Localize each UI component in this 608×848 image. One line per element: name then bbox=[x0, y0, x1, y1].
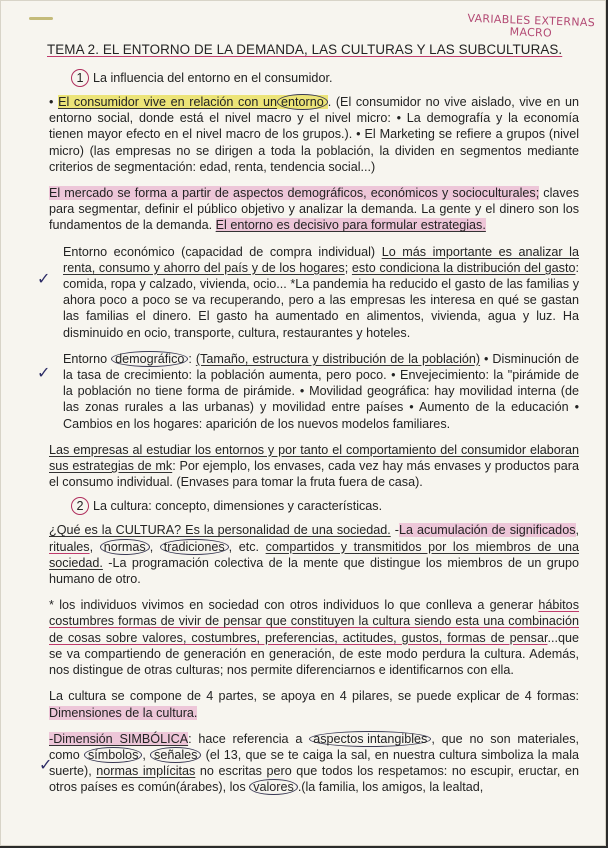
paragraph-symbolic: -Dimensión SIMBÓLICA: hace referencia a aspectos intangibles , que no son materiales, como símbolos , señales (el 13, que se te caiga la sal, en nuestra cultura simboliza la mala suerte), normas implícitas no escritas pero que todos los respetamos: no escupir, eructar, en otros países es común(árabes), los valores .(la familia, los amigos, la lealtad, bbox=[49, 731, 580, 795]
page-title: TEMA 2. EL ENTORNO DE LA DEMANDA, LAS CULTURAS Y LAS SUBCULTURAS. bbox=[47, 42, 563, 57]
checkmark-icon: ✓ bbox=[37, 363, 51, 382]
corner-note-line1: VARIABLES EXTERNAS bbox=[467, 11, 596, 30]
paragraph-consumer: • El consumidor vive en relación con un entorno . (El consumidor no vive aislado, vive en un entorno social, donde está el nivel macro y el nivel micro: • La demografía y la economía tienen mayor efecto en el nivel macro de los grupos.). • El Marketing se refiere a grupos (nivel micro) (las empresas no se dirigen a toda la población, la dividen en segmentos mediante criterios de segmentación: edad, renta, tendencia social...) bbox=[49, 95, 580, 174]
section-number: 1 bbox=[71, 69, 89, 87]
corner-note-line2: MACRO bbox=[509, 25, 553, 40]
section-number: 2 bbox=[71, 497, 89, 515]
paragraph-demographic: Entorno demográfico : (Tamaño, estructura y distribución de la población) • Disminución de la tasa de crecimiento: la población aumenta, pero poco. • Envejecimiento: la "pirámide de la población no tiene forma de pirámide. • Movilidad geográfica: hay movilidad interna (de las zonas rurales a las urbanas) y movilidad entre países • Aumento de la educación • Cambios en los hogares: aparición de los nuevos modelos familiares. bbox=[63, 351, 579, 431]
paragraph-economic: Entorno económico (capacidad de compra individual) Lo más importante es analizar la renta, consumo y ahorro del país y de los hogares; esto condiciona la distribución del gasto: comida, ropa y calzado, vivienda, ocio... *La pandemia ha reducido el gasto de las familias y ahora poco a poco se va recuperando, pero a las empresas les interesa en qué se gastan las familias el dinero. El gasto ha aumentado en alimentos, vivienda, agua y luz. Ha disminuido en ocio, transporte, cultura, restaurantes y hoteles. bbox=[63, 244, 579, 340]
section-heading-2: 2 La cultura: concepto, dimensiones y características. bbox=[49, 497, 579, 515]
checkmark-icon: ✓ bbox=[37, 269, 51, 288]
checkmark-icon: ✓ bbox=[39, 755, 53, 774]
section-heading-1: 1 La influencia del entorno en el consumidor. bbox=[49, 69, 579, 87]
highlighter-dash bbox=[29, 17, 53, 20]
document-body bbox=[49, 35, 579, 796]
paragraph-culture-definition: ¿Qué es la CULTURA? Es la personalidad de una sociedad. -La acumulación de significados, rituales, normas , tradiciones , etc. compartidos y transmitidos por los miembros de una sociedad. -La programación colectiva de la mente que distingue los miembros de un grupo humano de otro. bbox=[49, 523, 580, 587]
paragraph-strategies: Las empresas al estudiar los entornos y por tanto el comportamiento del consumidor elaboran sus estrategias de mk: Por ejemplo, los envases, cada vez hay más envases y productos para el consumo individual. (Envases para tomar la fruta fuera de casa). bbox=[49, 442, 579, 490]
paragraph-dimensions: La cultura se compone de 4 partes, se apoya en 4 pilares, se puede explicar de 4 formas: Dimensiones de la cultura. bbox=[49, 689, 579, 720]
paragraph-society: * los individuos vivimos en sociedad con otros individuos lo que conlleva a generar hábitos costumbres formas de vivir de pensar que constituyen la cultura siendo esta una combinación de cosas sobre valores, costumbres, preferencias, actitudes, gustos, formas de pensar...que se va compartiendo de generación en generación, de este modo perdura la cultura. Además, nos distingue de otras culturas; nos permite diferenciarnos e identificarnos con ella. bbox=[49, 598, 579, 678]
paragraph-market: El mercado se forma a partir de aspectos demográficos, económicos y socioculturales; claves para segmentar, definir el público objetivo y analizar la demanda. La gente y el dinero son los fundamentos de la demanda. El entorno es decisivo para formular estrategias. bbox=[49, 186, 579, 233]
